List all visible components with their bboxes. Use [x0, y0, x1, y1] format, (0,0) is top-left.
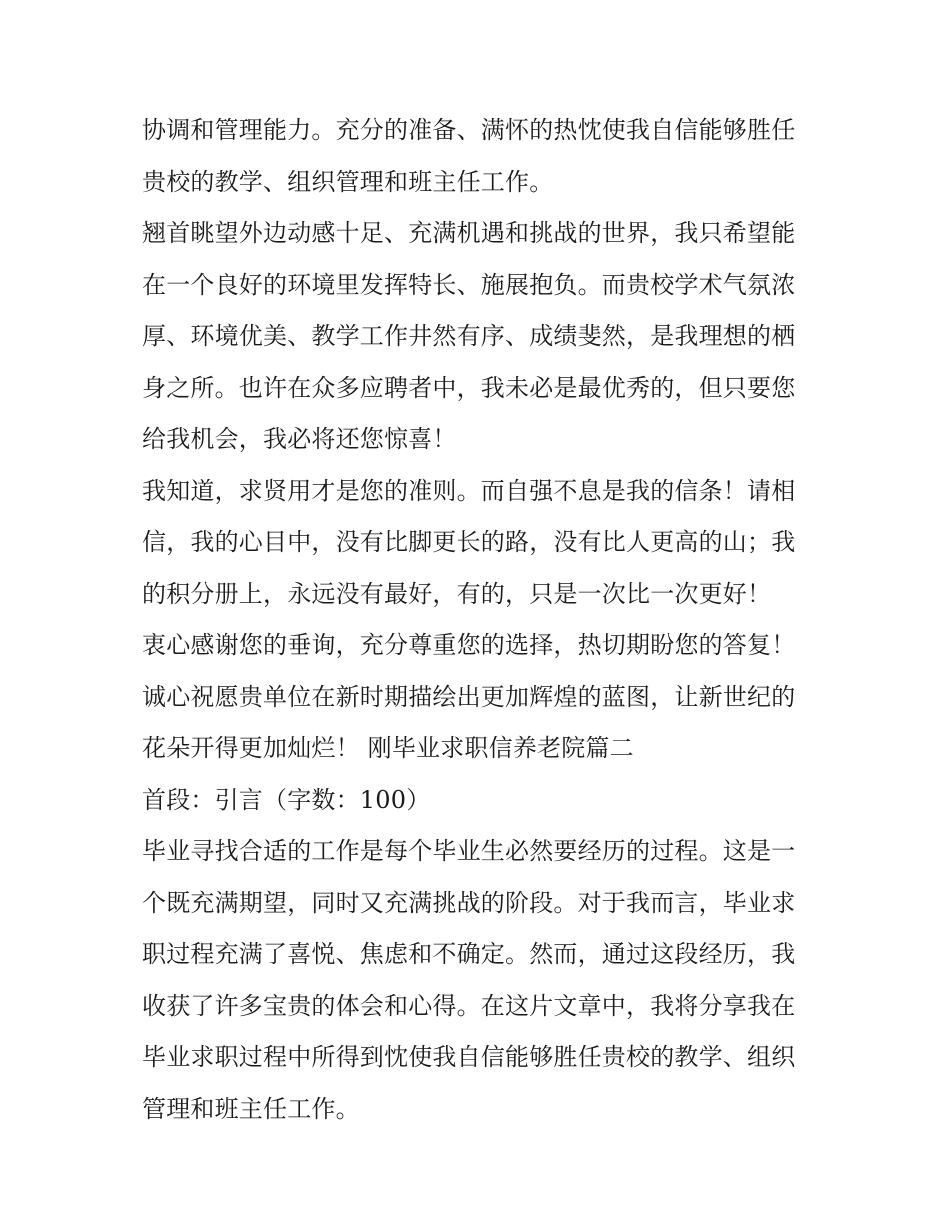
text-line: 厚、环境优美、教学工作井然有序、成绩斐然，是我理想的栖 [142, 322, 796, 350]
text-line: 贵校的教学、组织管理和班主任工作。 [142, 167, 554, 196]
text-line: 身之所。也许在众多应聘者中，我未必是最优秀的，但只要您 [142, 373, 796, 402]
document-body [142, 105, 822, 1135]
text-line: 收获了许多宝贵的体会和心得。在这片文章中，我将分享我在 [142, 991, 796, 1020]
text-line: 毕业求职过程中所得到忱使我自信能够胜任贵校的教学、组织 [142, 1043, 796, 1071]
text-line: 毕业寻找合适的工作是每个毕业生必然要经历的过程。这是一 [142, 837, 796, 865]
text-line: 协调和管理能力。充分的准备、满怀的热忱使我自信能够胜任 [142, 116, 796, 144]
text-line: 职过程充满了喜悦、焦虑和不确定。然而，通过这段经历，我 [142, 940, 796, 968]
text-line: 诚心祝愿贵单位在新时期描绘出更加辉煌的蓝图，让新世纪的 [142, 682, 796, 711]
text-line: 个既充满期望，同时又充满挑战的阶段。对于我而言，毕业求 [142, 888, 796, 917]
text-line: 的积分册上，永远没有最好，有的，只是一次比一次更好！ [142, 579, 772, 608]
section-heading: 首段：引言（字数：100） [142, 785, 431, 814]
text-line: 衷心感谢您的垂询，充分尊重您的选择，热切期盼您的答复！ [142, 631, 796, 659]
text-line: 信，我的心目中，没有比脚更长的路，没有比人更高的山；我 [142, 528, 796, 556]
text-line: 花朵开得更加灿烂！ 刚毕业求职信养老院篇二 [142, 734, 634, 762]
text-line: 在一个良好的环境里发挥特长、施展抱负。而贵校学术气氛浓 [142, 270, 796, 299]
text-line: 给我机会，我必将还您惊喜！ [142, 425, 457, 453]
text-line: 翘首眺望外边动感十足、充满机遇和挑战的世界，我只希望能 [142, 219, 796, 247]
text-line: 管理和班主任工作。 [142, 1094, 360, 1123]
text-line: 我知道，求贤用才是您的准则。而自强不息是我的信条！请相 [142, 476, 796, 505]
